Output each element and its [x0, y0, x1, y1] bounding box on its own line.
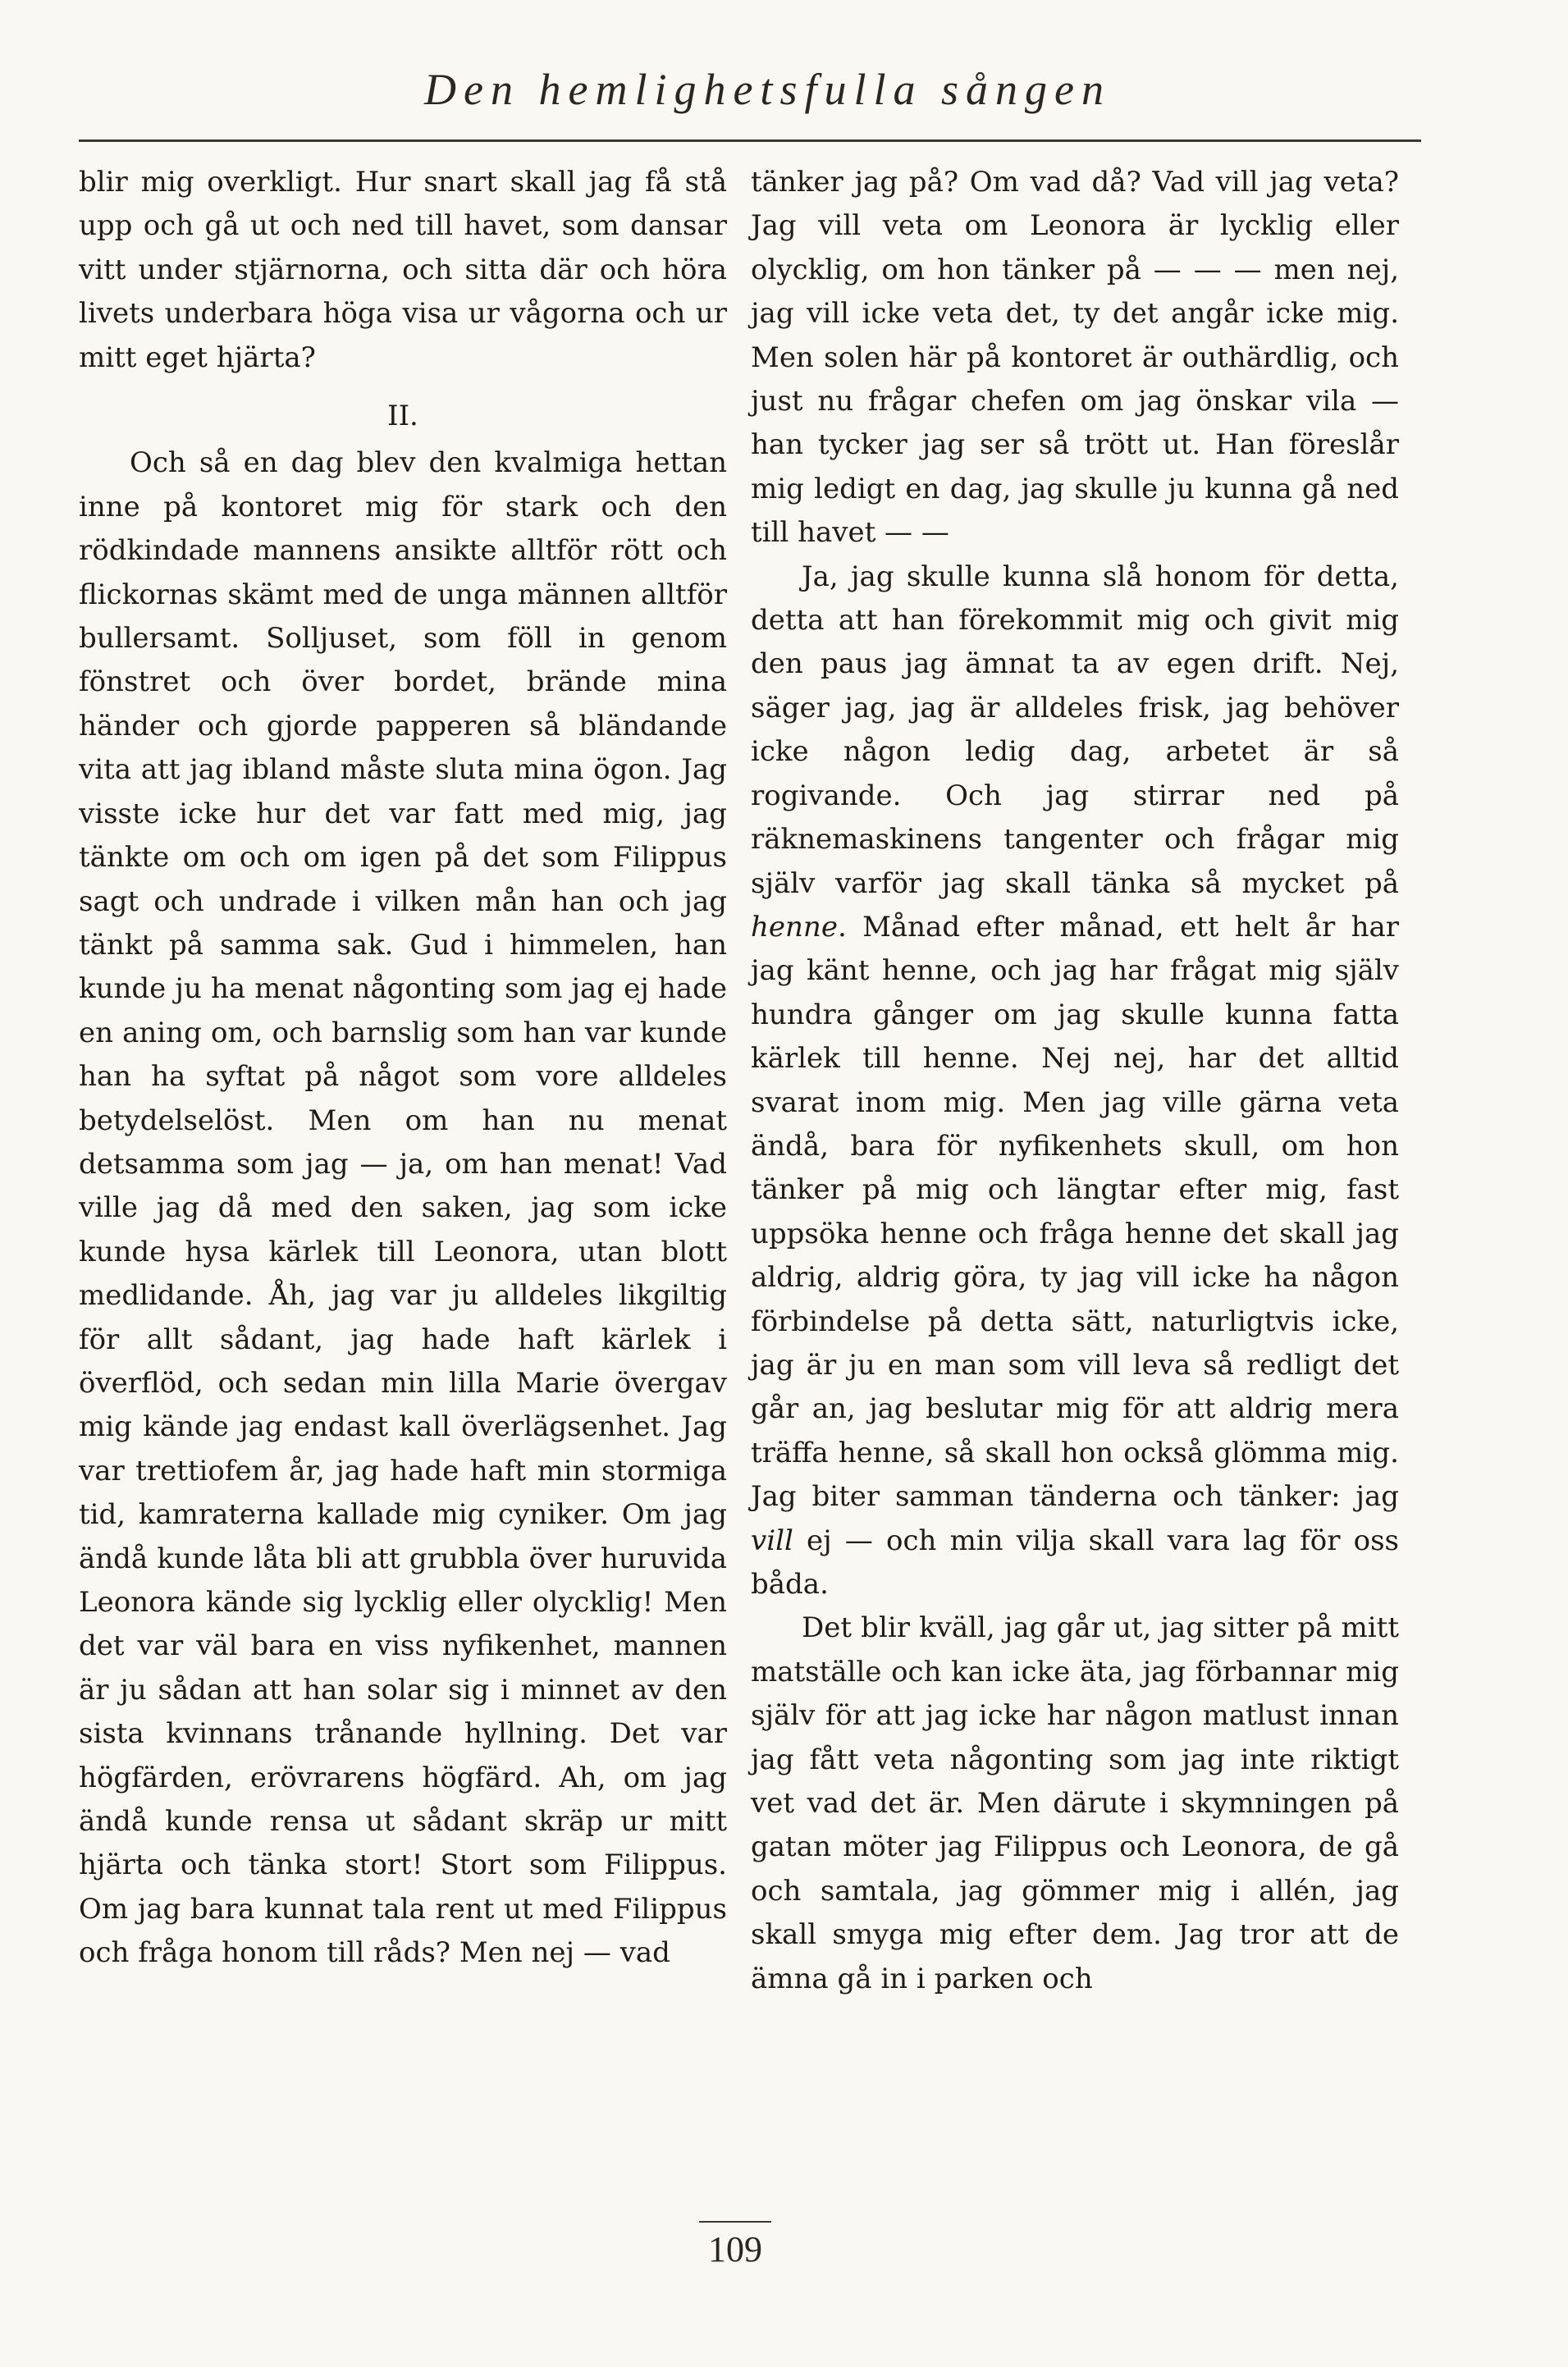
page-number: 109 — [708, 2229, 762, 2269]
emphasis-henne: henne — [751, 910, 838, 944]
header-rule — [79, 139, 1421, 142]
right-paragraph-2-part-c: ej — och min vilja skall vara lag för oss båda. — [751, 1524, 1399, 1601]
left-paragraph-2: Och så en dag blev den kvalmiga hettan inne på kontoret mig för stark och den rödkindade mannens ansikte alltför rött och flickornas skämt med de unga männen alltför bullersamt. Solljuset, som föll in genom fönstret och över bordet, brände mina händer och gjorde papperen så bländande vita att jag ibland måste sluta mina ögon. Jag visste icke hur det var fatt med mig, jag tänkte om och om igen på det som Filippus sagt och undrade i vilken mån han och jag tänkt på samma sak. Gud i himmelen, han kunde ju ha menat någonting som jag ej hade en aning om, och barnslig som han var kunde han ha syftat på något som vore alldeles betydelselöst. Men om han nu menat detsamma som jag — ja, om han menat! Vad ville jag då med den saken, jag som icke kunde hysa kärlek till Leonora, utan blott medlidande. Åh, jag var ju alldeles likgiltig för allt sådant, jag hade haft kärlek i överflöd, och sedan min lilla Marie övergav mig kände jag endast kall överlägsenhet. Jag var trettiofem år, jag hade haft min stormiga tid, kamraterna kallade mig cyniker. Om jag ändå kunde låta bli att grubbla över huruvida Leonora kände sig lycklig eller olycklig! Men det var väl bara en viss nyfikenhet, mannen är ju sådan att han solar sig i minnet av den sista kvinnans trånande hyllning. Det var högfärden, erövrarens högfärd. Ah, om jag ändå kunde rensa ut sådant skräp ur mitt hjärta och tänka stort! Stort som Filippus. Om jag bara kunnat tala rent ut med Filippus och fråga honom till råds? Men nej — vad — [79, 446, 727, 1970]
right-column — [751, 161, 1399, 2001]
right-paragraph-2-part-b: . Månad efter månad, ett helt år har jag känt henne, och jag har frågat mig själv hundra gånger om jag skulle kunna fatta kärlek till henne. Nej nej, har det alltid svarat inom mig. Men jag ville gärna veta ändå, bara för nyfikenhets skull, om hon tänker på mig och längtar efter mig, fast uppsöka henne och fråga henne det skall jag aldrig, aldrig göra, ty jag vill icke ha någon förbindelse på detta sätt, naturligtvis icke, jag är ju en man som vill leva så redligt det går an, jag beslutar mig för att aldrig mera träffa henne, så skall hon också glömma mig. Jag biter samman tänderna och tänker: jag — [751, 910, 1399, 1514]
emphasis-vill: vill — [751, 1524, 793, 1557]
footer-rule — [699, 2221, 771, 2223]
right-paragraph-3: Det blir kväll, jag går ut, jag sitter på mitt matställe och kan icke äta, jag förbannar mig själv för att jag icke har någon matlust innan jag fått veta någonting som jag inte riktigt vet vad det är. Men därute i skymningen på gatan möter jag Filippus och Leonora, de gå och samtala, jag gömmer mig i allén, jag skall smyga mig efter dem. Jag tror att de ämna gå in i parken och — [751, 1611, 1399, 1995]
running-head: Den hemlighetsfulla sången — [424, 65, 1111, 114]
left-paragraph-1: blir mig overkligt. Hur snart skall jag få stå upp och gå ut och ned till havet, som dansar vitt under stjärnorna, och sitta där och höra livets underbara höga visa ur vågorna och ur mitt eget hjärta? — [79, 166, 727, 374]
section-number: II. — [387, 400, 418, 433]
left-column — [79, 161, 727, 1976]
right-paragraph-2-part-a: Ja, jag skulle kunna slå honom för detta, detta att han förekommit mig och givit mig den paus jag ämnat ta av egen drift. Nej, säger jag, jag är alldeles frisk, jag behöver icke någon ledig dag, arbetet är så rogivande. Och jag stirrar ned på räknemaskinens tangenter och frågar mig själv varför jag skall tänka så mycket på — [751, 560, 1399, 900]
right-paragraph-2 — [751, 555, 1399, 1607]
right-paragraph-1: tänker jag på? Om vad då? Vad vill jag veta? Jag vill veta om Leonora är lycklig eller olycklig, om hon tänker på — — — men nej, jag vill icke veta det, ty det angår icke mig. Men solen här på kontoret är outhärdlig, och just nu frågar chefen om jag önskar vila — han tycker jag ser så trött ut. Han föreslår mig ledigt en dag, jag skulle ju kunna gå ned till havet — — — [751, 166, 1399, 550]
